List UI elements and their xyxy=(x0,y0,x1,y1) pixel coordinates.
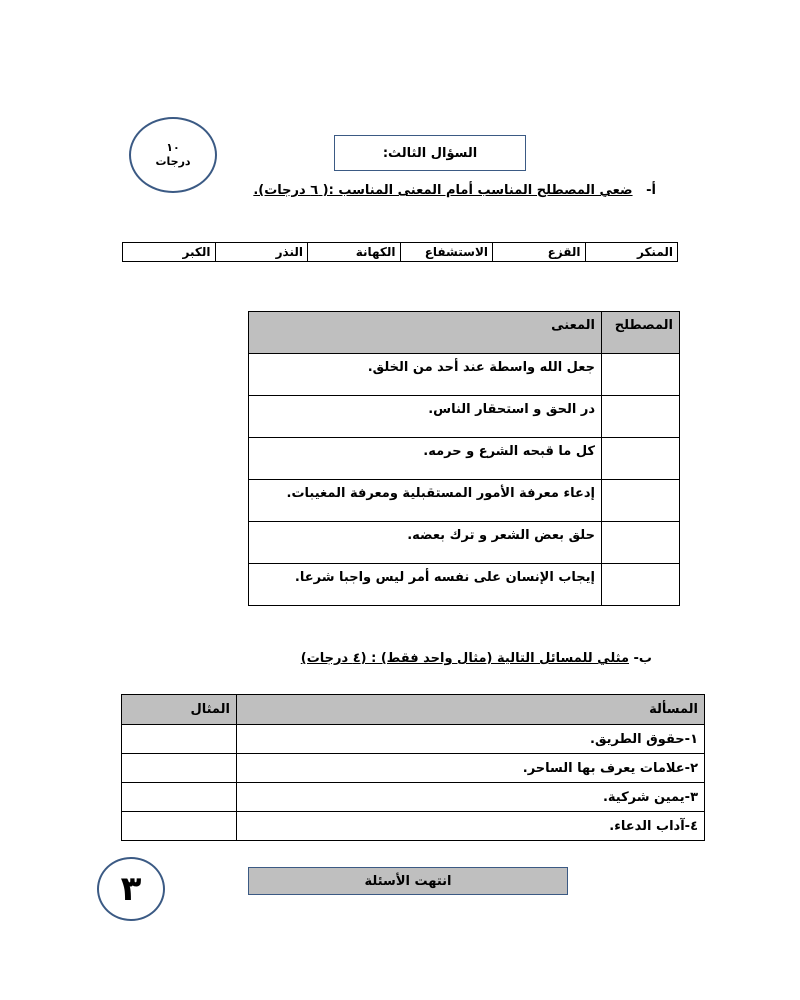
term-header: المصطلح xyxy=(602,312,680,354)
table-row xyxy=(249,480,680,522)
term-answer-cell[interactable] xyxy=(602,438,680,480)
meanings-table xyxy=(248,311,680,606)
table-row xyxy=(249,564,680,606)
table-row xyxy=(122,725,705,754)
part-a-prefix: أ- xyxy=(646,183,656,198)
page-number: ٣ xyxy=(120,869,142,909)
example-header: المثال xyxy=(122,695,237,725)
table-row xyxy=(249,396,680,438)
issue-cell: ٢-علامات يعرف بها الساحر. xyxy=(237,754,705,783)
term-cell: الكهانة xyxy=(308,243,401,262)
table-row xyxy=(249,522,680,564)
meaning-cell: إيجاب الإنسان على نفسه أمر ليس واجبا شرعا. xyxy=(249,564,602,606)
part-a-instruction xyxy=(253,183,656,198)
term-answer-cell[interactable] xyxy=(602,354,680,396)
part-b-prefix: ب- xyxy=(633,651,652,666)
grade-unit: درجات xyxy=(155,155,191,168)
meaning-cell: حلق بعض الشعر و ترك بعضه. xyxy=(249,522,602,564)
table-row xyxy=(249,438,680,480)
example-answer-cell[interactable] xyxy=(122,725,237,754)
examples-table xyxy=(121,694,705,841)
term-cell: الكبر xyxy=(123,243,216,262)
issue-cell: ١-حقوق الطريق. xyxy=(237,725,705,754)
example-answer-cell[interactable] xyxy=(122,812,237,841)
example-answer-cell[interactable] xyxy=(122,754,237,783)
meaning-header: المعنى xyxy=(249,312,602,354)
part-a-text: ضعي المصطلح المناسب أمام المعنى المناسب :( ٦ درجات). xyxy=(253,183,633,198)
meanings-header-row xyxy=(249,312,680,354)
part-b-instruction xyxy=(301,651,652,666)
term-answer-cell[interactable] xyxy=(602,480,680,522)
part-b-text: مثلي للمسائل التالية (مثال واحد فقط) : (٤ درجات) xyxy=(300,651,629,666)
issue-cell: ٣-يمين شركية. xyxy=(237,783,705,812)
question-title-box xyxy=(334,135,526,171)
issue-header: المسألة xyxy=(237,695,705,725)
term-cell: القزع xyxy=(493,243,586,262)
question-title: السؤال الثالث: xyxy=(382,145,478,161)
examples-header-row xyxy=(122,695,705,725)
table-row xyxy=(249,354,680,396)
grade-circle xyxy=(129,117,217,193)
table-row xyxy=(122,812,705,841)
end-of-questions-banner xyxy=(248,867,568,895)
table-row xyxy=(122,754,705,783)
meaning-cell: إدعاء معرفة الأمور المستقبلية ومعرفة المغيبات. xyxy=(249,480,602,522)
meaning-cell: جعل الله واسطة عند أحد من الخلق. xyxy=(249,354,602,396)
page-number-circle xyxy=(97,857,165,921)
term-cell: المنكر xyxy=(585,243,678,262)
term-answer-cell[interactable] xyxy=(602,396,680,438)
table-row xyxy=(122,783,705,812)
term-cell: النذر xyxy=(215,243,308,262)
term-answer-cell[interactable] xyxy=(602,522,680,564)
term-answer-cell[interactable] xyxy=(602,564,680,606)
meaning-cell: در الحق و استحقار الناس. xyxy=(249,396,602,438)
meaning-cell: كل ما قبحه الشرع و حرمه. xyxy=(249,438,602,480)
grade-number: ١٠ xyxy=(166,141,180,154)
terms-bank xyxy=(122,242,678,262)
issue-cell: ٤-آداب الدعاء. xyxy=(237,812,705,841)
end-text: انتهت الأسئلة xyxy=(364,873,452,889)
term-cell: الاستشفاع xyxy=(400,243,493,262)
example-answer-cell[interactable] xyxy=(122,783,237,812)
